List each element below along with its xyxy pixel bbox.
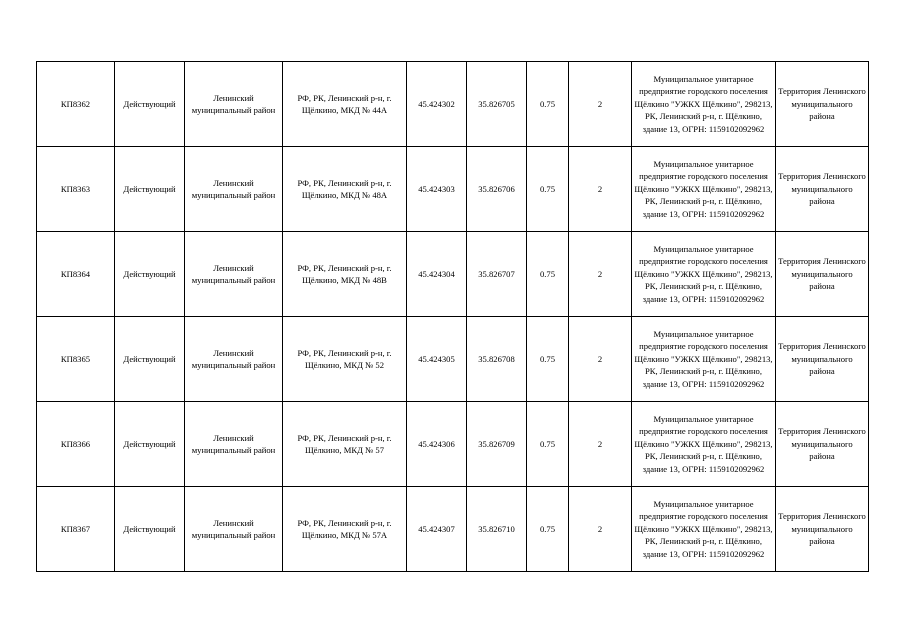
address-cell: РФ, РК, Ленинский р-н, г. Щёлкино, МКД № 57А: [283, 487, 407, 572]
area-cell: 0.75: [527, 317, 569, 402]
area-cell: 0.75: [527, 147, 569, 232]
latitude-cell: 45.424304: [407, 232, 467, 317]
longitude-cell: 35.826705: [467, 62, 527, 147]
district-cell: Ленинский муниципальный район: [185, 232, 283, 317]
district-cell: Ленинский муниципальный район: [185, 147, 283, 232]
latitude-cell: 45.424305: [407, 317, 467, 402]
owner-cell: Муниципальное унитарное предприятие городского поселения Щёлкино "УЖКХ Щёлкино", 298213, РК, Ленинский р-н, г. Щёлкино, здание 13, ОГРН: 1159102092962: [632, 317, 776, 402]
count-cell: 2: [569, 62, 632, 147]
latitude-cell: 45.424303: [407, 147, 467, 232]
status-cell: Действующий: [115, 317, 185, 402]
area-cell: 0.75: [527, 62, 569, 147]
area-cell: 0.75: [527, 402, 569, 487]
longitude-cell: 35.826708: [467, 317, 527, 402]
code-cell: КП8366: [37, 402, 115, 487]
latitude-cell: 45.424302: [407, 62, 467, 147]
status-cell: Действующий: [115, 402, 185, 487]
count-cell: 2: [569, 317, 632, 402]
table-row: [37, 487, 869, 572]
table-row: [37, 402, 869, 487]
territory-cell: Территория Ленинского муниципального района: [776, 62, 869, 147]
status-cell: Действующий: [115, 232, 185, 317]
latitude-cell: 45.424307: [407, 487, 467, 572]
longitude-cell: 35.826710: [467, 487, 527, 572]
territory-cell: Территория Ленинского муниципального района: [776, 147, 869, 232]
owner-cell: Муниципальное унитарное предприятие городского поселения Щёлкино "УЖКХ Щёлкино", 298213, РК, Ленинский р-н, г. Щёлкино, здание 13, ОГРН: 1159102092962: [632, 487, 776, 572]
owner-cell: Муниципальное унитарное предприятие городского поселения Щёлкино "УЖКХ Щёлкино", 298213, РК, Ленинский р-н, г. Щёлкино, здание 13, ОГРН: 1159102092962: [632, 147, 776, 232]
registry-table: [36, 61, 869, 572]
area-cell: 0.75: [527, 487, 569, 572]
code-cell: КП8367: [37, 487, 115, 572]
territory-cell: Территория Ленинского муниципального района: [776, 402, 869, 487]
status-cell: Действующий: [115, 147, 185, 232]
longitude-cell: 35.826707: [467, 232, 527, 317]
table-row: [37, 147, 869, 232]
code-cell: КП8362: [37, 62, 115, 147]
district-cell: Ленинский муниципальный район: [185, 402, 283, 487]
territory-cell: Территория Ленинского муниципального района: [776, 487, 869, 572]
code-cell: КП8363: [37, 147, 115, 232]
longitude-cell: 35.826709: [467, 402, 527, 487]
address-cell: РФ, РК, Ленинский р-н, г. Щёлкино, МКД № 44А: [283, 62, 407, 147]
district-cell: Ленинский муниципальный район: [185, 62, 283, 147]
address-cell: РФ, РК, Ленинский р-н, г. Щёлкино, МКД № 57: [283, 402, 407, 487]
latitude-cell: 45.424306: [407, 402, 467, 487]
count-cell: 2: [569, 402, 632, 487]
address-cell: РФ, РК, Ленинский р-н, г. Щёлкино, МКД № 48А: [283, 147, 407, 232]
code-cell: КП8364: [37, 232, 115, 317]
district-cell: Ленинский муниципальный район: [185, 317, 283, 402]
territory-cell: Территория Ленинского муниципального района: [776, 232, 869, 317]
table-row: [37, 232, 869, 317]
district-cell: Ленинский муниципальный район: [185, 487, 283, 572]
owner-cell: Муниципальное унитарное предприятие городского поселения Щёлкино "УЖКХ Щёлкино", 298213, РК, Ленинский р-н, г. Щёлкино, здание 13, ОГРН: 1159102092962: [632, 62, 776, 147]
owner-cell: Муниципальное унитарное предприятие городского поселения Щёлкино "УЖКХ Щёлкино", 298213, РК, Ленинский р-н, г. Щёлкино, здание 13, ОГРН: 1159102092962: [632, 232, 776, 317]
territory-cell: Территория Ленинского муниципального района: [776, 317, 869, 402]
code-cell: КП8365: [37, 317, 115, 402]
count-cell: 2: [569, 487, 632, 572]
status-cell: Действующий: [115, 62, 185, 147]
table-row: [37, 317, 869, 402]
owner-cell: Муниципальное унитарное предприятие городского поселения Щёлкино "УЖКХ Щёлкино", 298213, РК, Ленинский р-н, г. Щёлкино, здание 13, ОГРН: 1159102092962: [632, 402, 776, 487]
status-cell: Действующий: [115, 487, 185, 572]
area-cell: 0.75: [527, 232, 569, 317]
count-cell: 2: [569, 232, 632, 317]
address-cell: РФ, РК, Ленинский р-н, г. Щёлкино, МКД № 48В: [283, 232, 407, 317]
address-cell: РФ, РК, Ленинский р-н, г. Щёлкино, МКД № 52: [283, 317, 407, 402]
longitude-cell: 35.826706: [467, 147, 527, 232]
count-cell: 2: [569, 147, 632, 232]
table-row: [37, 62, 869, 147]
